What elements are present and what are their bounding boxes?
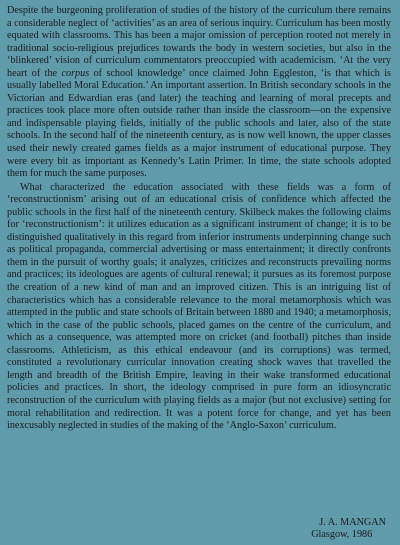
paragraph-1 (7, 5, 391, 181)
signature-block (311, 517, 386, 541)
paragraph-1-emphasis: corpus (61, 67, 90, 79)
body-text (7, 5, 391, 433)
place-and-date: Glasgow, 1986 (311, 529, 373, 540)
paragraph-1-text-start: Despite the burgeoning proliferation of studies of the history of the curriculum there remains a considerable neglect of ‘activities’ as an area of serious inquiry. Curriculum has been mostly equated with classrooms. This has been a major omission of perception rooted not merely in traditional socio-religious prejudices towards the body in western societies, but also in the ‘blinkered’ vision of curriculum commentators preoccupied with academicism. ‘At the very heart of the (7, 5, 391, 79)
paragraph-1-text-end: of school knowledge’ once claimed John Eggleston, ‘is that which is usually labelled Moral Education.’ An important assertion. In British secondary schools in the Victorian and Edwardian eras (and later) the teaching and learning of moral precepts and practices took place more often outside rather than inside the classroom—on the expensive and indispensable playing fields, initially of the public schools and later, also of the state schools. In the second half of the nineteenth century, as is now well known, the upper classes used their newly created games fields as a major instrument of educational purpose. They were every bit as important as Kennedy’s Latin Primer. In time, the state schools adopted them for much the same purposes. (7, 67, 391, 180)
paragraph-2: What characterized the education associated with these fields was a form of ‘reconstructionism’ arising out of an educational crisis of confidence which affected the public schools in the first half of the nineteenth century. Skilbeck makes the following claims for ‘reconstructionism’: it utilizes education as a significant instrument of change; it is to be distinguished qualitatively in this regard from inferior instruments underpinning change such as political propaganda, commercial advertising or mass entertainment; it directly confronts them in the pursuit of worthy goals; it analyzes, criticizes and reconstructs prevailing norms and practices; its ideologues are agents of cultural renewal; it pursues as its foremost purpose the creation of a new kind of man and an improved citizen. This is an intriguing list of characteristics which has a considerable relevance to the moral metamorphosis which was attempted in the public and state schools of Britain between 1880 and 1940; a metamorphosis, which in the case of the public schools, placed games on the centre of the curriculum, and which as a consequence, was attempted more on cricket (and football) pitches than inside classrooms. Athleticism, as this ethical endeavour (and its corruptions) was termed, constituted a revolutionary curricular innovation creating shock waves that travelled the length and breadth of the British Empire, leaving in their wake transformed educational policies and practices. In short, the ideology comprised in pure form an idiosyncratic reconstruction of the curriculum with playing fields as a major (but not exclusive) setting for moral rehabilitation and redirection. It was a potent force for change, and yet has been inexcusably neglected in studies of the making of the ‘Anglo-Saxon’ curriculum. (7, 181, 391, 432)
author-name: J. A. MANGAN (319, 517, 386, 528)
